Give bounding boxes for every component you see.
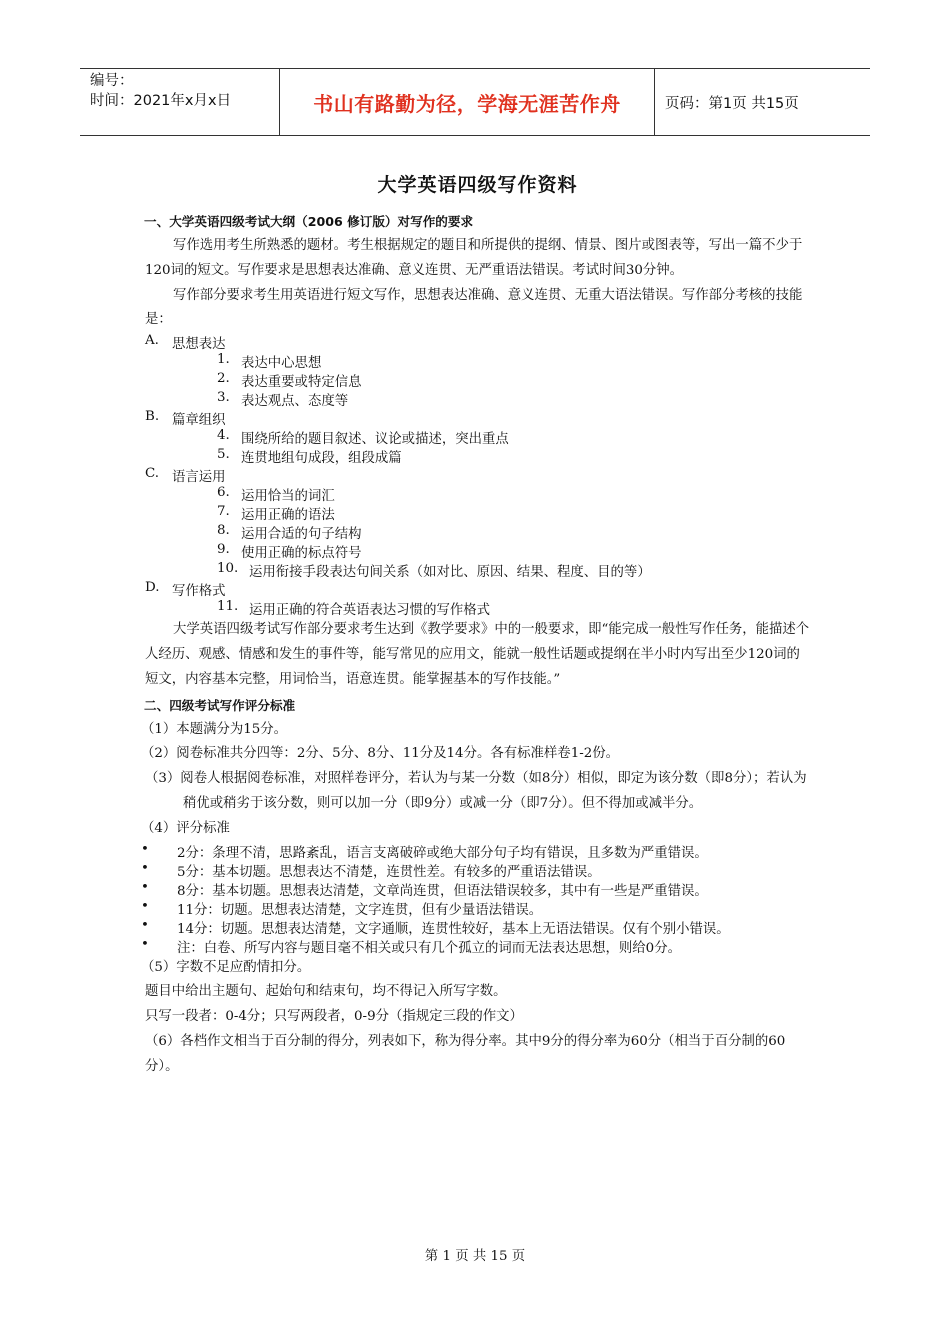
page-footer: 第 1 页 共 15 页 bbox=[424, 1249, 526, 1264]
page-header bbox=[80, 68, 870, 136]
list-item: 9. 使用正确的标点符号 bbox=[217, 542, 362, 562]
rule-5: （5）字数不足应酌情扣分。 bbox=[141, 959, 311, 975]
bullet-icon: • bbox=[141, 860, 149, 876]
header-page-info: 页码：第1页 共15页 bbox=[665, 95, 799, 112]
bullet-icon: • bbox=[141, 936, 149, 952]
group-heading: C. 语言运用 bbox=[145, 466, 226, 486]
list-item: 3. 表达观点、态度等 bbox=[217, 390, 349, 410]
rule-6: （6）各档作文相当于百分制的得分，列表如下，称为得分率。其中9分的得分率为60分（相当于百分制的60分）。 bbox=[145, 1033, 786, 1074]
paragraph: 写作选用考生所熟悉的题材。考生根据规定的题目和所提供的提纲、情景、图片或图表等，写出一篇不少于120词的短文。写作要求是思想表达准确、意义连贯、无严重语法错误。考试时间30分钟。 bbox=[145, 238, 803, 278]
paragraph: 写作部分要求考生用英语进行短文写作，思想表达准确、意义连贯、无重大语法错误。写作部分考核的技能是： bbox=[145, 287, 803, 328]
header-motto: 书山有路勤为径，学海无涯苦作舟 bbox=[280, 69, 655, 135]
bullet-icon: • bbox=[141, 841, 149, 857]
section-heading-2: 二、四级考试写作评分标准 bbox=[144, 697, 296, 713]
bullet-icon: • bbox=[141, 879, 149, 895]
group-heading: A. 思想表达 bbox=[145, 333, 226, 353]
serial-number-label: 编号： bbox=[90, 73, 134, 89]
list-item: 5. 连贯地组句成段，组段成篇 bbox=[217, 447, 402, 467]
section-heading-1: 一、大学英语四级考试大纲（2006 修订版）对写作的要求 bbox=[144, 214, 474, 229]
list-item: • 11分：切题。思想表达清楚，文字连贯，但有少量语法错误。 bbox=[141, 898, 543, 918]
list-item: • 14分：切题。思想表达清楚，文字通顺，连贯性较好，基本上无语法错误。仅有个别小错误。 bbox=[141, 917, 730, 937]
bullet-icon: • bbox=[141, 898, 149, 914]
rule-2: （2）阅卷标准共分四等：2分、5分、8分、11分及14分。各有标准样卷1-2份。 bbox=[141, 746, 620, 762]
header-meta bbox=[80, 69, 280, 135]
list-item: • 2分：条理不清，思路紊乱，语言支离破碎或绝大部分句子均有错误，且多数为严重错误。 bbox=[141, 841, 708, 861]
group-heading: D. 写作格式 bbox=[145, 580, 226, 600]
bullet-icon: • bbox=[141, 917, 149, 933]
list-item: 4. 围绕所给的题目叙述、议论或描述，突出重点 bbox=[217, 428, 509, 448]
list-item: 8. 运用合适的句子结构 bbox=[217, 523, 362, 543]
skills-list bbox=[145, 333, 810, 618]
rule-5-note-a: 题目中给出主题句、起始句和结束句，均不得记入所写字数。 bbox=[145, 984, 507, 1000]
list-item: 11. 运用正确的符合英语表达习惯的写作格式 bbox=[217, 599, 491, 619]
list-item: 10. 运用衔接手段表达句间关系（如对比、原因、结果、程度、目的等） bbox=[217, 561, 651, 581]
list-item: • 注：白卷、所写内容与题目毫不相关或只有几个孤立的词而无法表达思想，则给0分。 bbox=[141, 936, 681, 956]
rule-3: （3）阅卷人根据阅卷标准，对照样卷评分，若认为与某一分数（如8分）相似，即定为该分数（即8分）；若认为稍优或稍劣于该分数，则可以加一分（即9分）或减一分（即7分）。但不得加或减半分。 bbox=[145, 771, 807, 811]
list-item: 6. 运用恰当的词汇 bbox=[217, 485, 335, 505]
scoring-bullets bbox=[141, 841, 810, 956]
rule-5-note-b: 只写一段者：0-4分；只写两段者，0-9分（指规定三段的作文） bbox=[145, 1009, 523, 1025]
list-item: 1. 表达中心思想 bbox=[217, 352, 322, 372]
document-body bbox=[141, 170, 810, 1080]
paragraph: 大学英语四级考试写作部分要求考生达到《教学要求》中的一般要求，即“能完成一般性写作任务，能描述个人经历、观感、情感和发生的事件等，能写常见的应用文，能就一般性话题或提纲在半小时内写出至少120词的短文，内容基本完整，用词恰当，语意连贯。能掌握基本的写作技能。” bbox=[145, 622, 810, 687]
document-title: 大学英语四级写作资料 bbox=[377, 174, 578, 196]
list-item: • 5分：基本切题。思想表达不清楚，连贯性差。有较多的严重语法错误。 bbox=[141, 860, 601, 880]
list-item: 2. 表达重要或特定信息 bbox=[217, 371, 362, 391]
rule-4: （4）评分标准 bbox=[141, 820, 230, 836]
date-label: 时间：2021年x月x日 bbox=[90, 93, 232, 109]
group-heading: B. 篇章组织 bbox=[145, 409, 226, 429]
rule-1: （1）本题满分为15分。 bbox=[141, 721, 288, 737]
list-item: 7. 运用正确的语法 bbox=[217, 504, 335, 524]
list-item: • 8分：基本切题。思想表达清楚，文章尚连贯，但语法错误较多，其中有一些是严重错误。 bbox=[141, 879, 708, 899]
